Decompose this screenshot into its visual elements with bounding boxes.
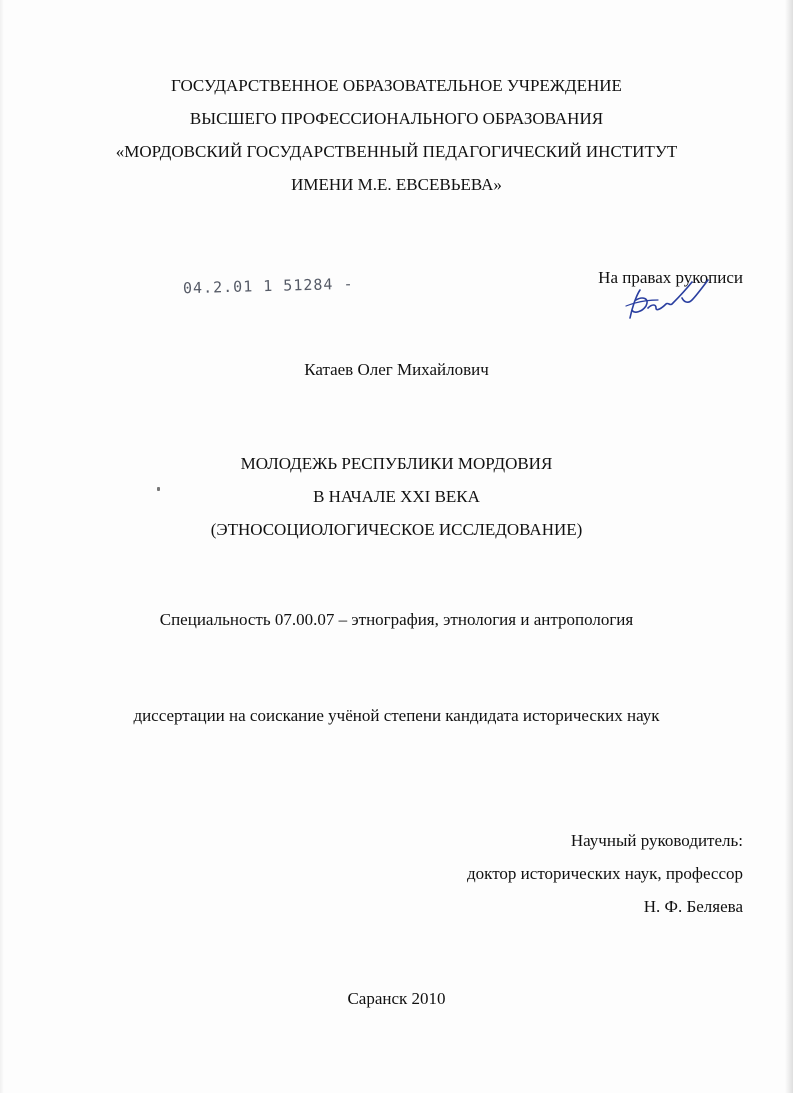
institution-line-1: ГОСУДАРСТВЕННОЕ ОБРАЗОВАТЕЛЬНОЕ УЧРЕЖДЕНИЕ <box>171 76 622 95</box>
institution-line-3: «МОРДОВСКИЙ ГОСУДАРСТВЕННЫЙ ПЕДАГОГИЧЕСКИЙ ИНСТИТУТ <box>115 142 678 161</box>
scan-edge-right <box>785 0 793 1093</box>
supervisor-degree: доктор исторических наук, профессор <box>467 864 743 883</box>
supervisor-name: Н. Ф. Беляева <box>643 897 743 916</box>
scan-edge-left <box>0 0 4 1093</box>
city-year: Саранск 2010 <box>347 989 446 1008</box>
degree-line: диссертации на соискание учёной степени кандидата исторических наук <box>133 706 660 725</box>
manuscript-rights: На правах рукописи <box>598 268 743 287</box>
archive-stamp-number: 04.2.01 1 51284 - <box>182 274 354 298</box>
dissertation-title-line-2: В НАЧАЛЕ XXI ВЕКА <box>313 487 480 506</box>
author-name: Катаев Олег Михайлович <box>304 360 489 379</box>
institution-line-2: ВЫСШЕГО ПРОФЕССИОНАЛЬНОГО ОБРАЗОВАНИЯ <box>189 109 604 128</box>
handwritten-signature <box>622 278 712 328</box>
supervisor-label: Научный руководитель: <box>570 831 743 850</box>
specialty-line: Специальность 07.00.07 – этнография, этнология и антропология <box>159 610 634 629</box>
dissertation-title-line-3: (ЭТНОСОЦИОЛОГИЧЕСКОЕ ИССЛЕДОВАНИЕ) <box>210 520 583 539</box>
scan-speck <box>157 487 160 491</box>
dissertation-title-line-1: МОЛОДЕЖЬ РЕСПУБЛИКИ МОРДОВИЯ <box>240 454 553 473</box>
institution-line-4: ИМЕНИ М.Е. ЕВСЕВЬЕВА» <box>291 175 502 194</box>
